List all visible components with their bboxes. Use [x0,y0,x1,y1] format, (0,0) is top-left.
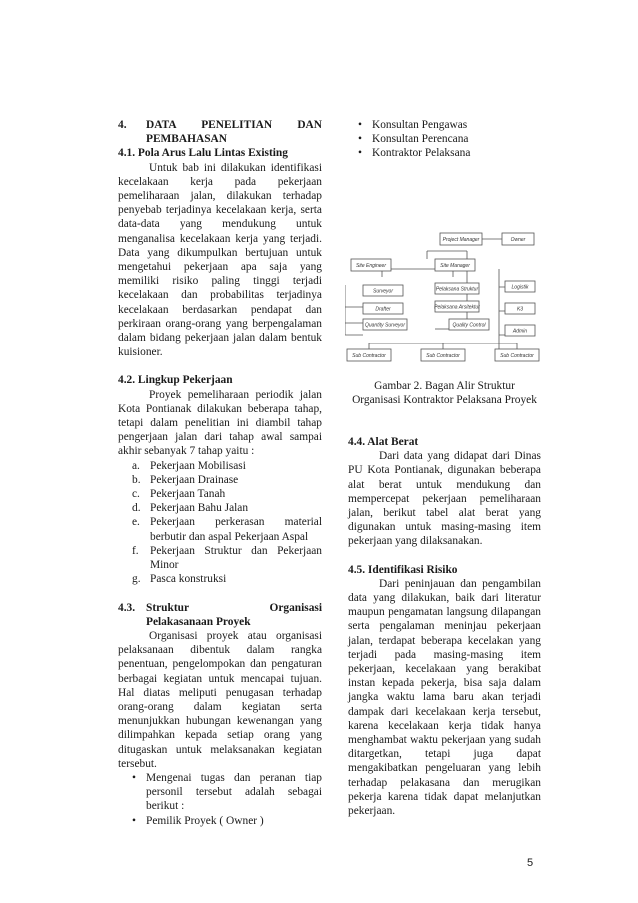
list-item: b. Pekerjaan Drainase [132,473,239,486]
section-4-3-title-line2: Pelakasanaan Proyek [146,615,251,628]
section-4-1-body: Untuk bab ini dilakukan identifikasi kecelakaan kerja pada pekerjaan pemeliharaan jalan, dilakukan terhadap penyebab terjadinya kecelakaan kerja, serta data-data yang mendukung untuk menganalisa kecelakaan kerja yang terjadi. Data yang dikumpulkan bertujuan untuk mengetahui pekerjaan apa saja yang memiliki risiko paling tinggi terjadi kecelakaan dan probabilitas terjadinya kecelakaan berdasarkan pendapat dan perkiraan orang-orang yang berpengalaman dalam bidang pekerjaan jalan dalam bentuk kuisioner. [118,161,322,359]
bullet-icon: • [358,119,362,131]
left-column [118,118,322,828]
figure-caption-line1: Gambar 2. Bagan Alir Struktur [374,379,515,392]
logistik-label: Logistik [511,284,529,291]
list-item: • Kontraktor Pelaksana [344,146,541,160]
sub-contractor-label: Sub Contractor [352,352,386,359]
section-4-number: 4. [118,119,127,131]
bullet-icon: • [358,147,362,160]
project-manager-label: Project Manager [442,236,480,243]
sub-contractors-figure [345,343,541,363]
list-item: f. Pekerjaan Struktur dan Pekerjaan Minor [132,544,322,572]
list-item: d. Pekerjaan Bahu Jalan [132,502,249,515]
drafter-label: Drafter [375,306,391,313]
list-item: • Pemilik Proyek ( Owner ) [118,814,322,828]
roles-list [118,771,322,828]
page-number: 5 [527,857,534,869]
section-4-2-body: Proyek pemeliharaan periodik jalan Kota Pontianak dilakukan beberapa tahap, tetapi dalam penelitian ini diambil tahap pengerjaan jalan dari tahap awal sampai akhir sebanyak 7 tahap yaitu : [118,388,322,458]
site-manager-label: Site Manager [440,262,470,269]
pelaksana-arsitektur-label: Pelaksana Arsitektur [434,304,480,311]
owner-label: Owner [510,236,526,243]
section-4-4-body: Dari data yang didapat dari Dinas PU Kota Pontianak, digunakan beberapa alat berat untuk mendukung dan mempercepat pekerjaan pemeliharaan jalan, berikut tabel alat berat yang digunakan untuk masing-masing item pekerjaan yang dilaksanakan. [348,450,541,548]
org-chart-figure [345,173,541,351]
sub-contractor-label: Sub Contractor [500,352,534,359]
surveyor-label: Surveyor [372,288,394,295]
list-item: • Mengenai tugas dan peranan tiap personil tersebut adalah sebagai berikut : [118,771,322,814]
section-4-5-heading: 4.5. Identifikasi Risiko [348,563,458,576]
section-4-3-body: Organisasi proyek atau organisasi pelaksanaan dibentuk dalam rangka penentuan, pengelompokan dan pengaturan berbagai kegiatan untuk mencapai tujuan. Hal diatas meliputi penugasan terhadap orang-orang dalam kegiatan serta menunjukkan hubungan kewenangan yang dilimpahkan kepada setiap orang yang ditugaskan untuk melaksanakan kegiatan tersebut. [118,629,322,770]
list-item: • Konsultan Pengawas [344,118,541,132]
section-4-5-body: Dari peninjauan dan pengambilan data yang dilakukan, baik dari literatur maupun pengamatan langsung dilapangan serta pengalaman meninjau pekerjaan jalan, terdapat beberapa kecelakan yang terjadi pada masing-masing item pekerjaan, kecelakaan yang berakibat instan kepada pekerja, bisa saja dalam jangka waktu lama baru akan terjadi dampak dari kecelakaan kerja tersebut, karena kecelakaan kerja tidak hanya menghambat waktu pekerjaan yang sudah ditargetkan, tetapi juga dapat mengakibatkan pengeluaran yang lebih terhadap pelakasana dan merugikan pekerja karena tidak dapat melanjutkan pekerjaan. [348,577,541,818]
bullet-icon: • [358,133,362,146]
section-4-2-heading: 4.2. Lingkup Pekerjaan [118,374,233,387]
list-item: • Konsultan Perencana [344,132,541,146]
consultant-list [344,118,541,161]
section-4-3-number: 4.3. [118,601,136,614]
bullet-icon: • [132,814,136,827]
k3-label: K3 [516,306,524,313]
quality-control-label: Quality Control [452,322,486,329]
quantity-surveyor-label: Quantity Surveyor [364,322,406,329]
section-4-heading [118,118,322,146]
pelaksana-struktur-label: Pelaksana Struktur [435,286,479,293]
section-4-3-title-line1: Struktur Organisasi [146,601,322,614]
work-items-list [118,459,322,587]
site-engineer-label: Site Engineer [355,262,387,269]
list-item: c. Pekerjaan Tanah [132,488,226,501]
admin-label: Admin [512,328,528,335]
bullet-icon: • [132,771,136,784]
section-4-title-line1: DATA PENELITIAN DAN [146,119,322,131]
list-item: a. Pekerjaan Mobilisasi [132,459,246,472]
section-4-4-heading: 4.4. Alat Berat [348,436,419,449]
list-item: g. Pasca konstruksi [132,573,227,586]
right-column [348,118,541,818]
section-4-3-heading [118,601,322,629]
figure-caption-line2: Organisasi Kontraktor Pelaksana Proyek [352,393,537,406]
sub-contractor-label: Sub Contractor [426,352,460,359]
section-4-title-line2: PEMBAHASAN [146,133,228,146]
section-4-1-heading: 4.1. Pola Arus Lalu Lintas Existing [118,147,288,160]
list-item: e. Pekerjaan perkerasan material berbutir dan aspal Pekerjaan Aspal [132,516,322,543]
